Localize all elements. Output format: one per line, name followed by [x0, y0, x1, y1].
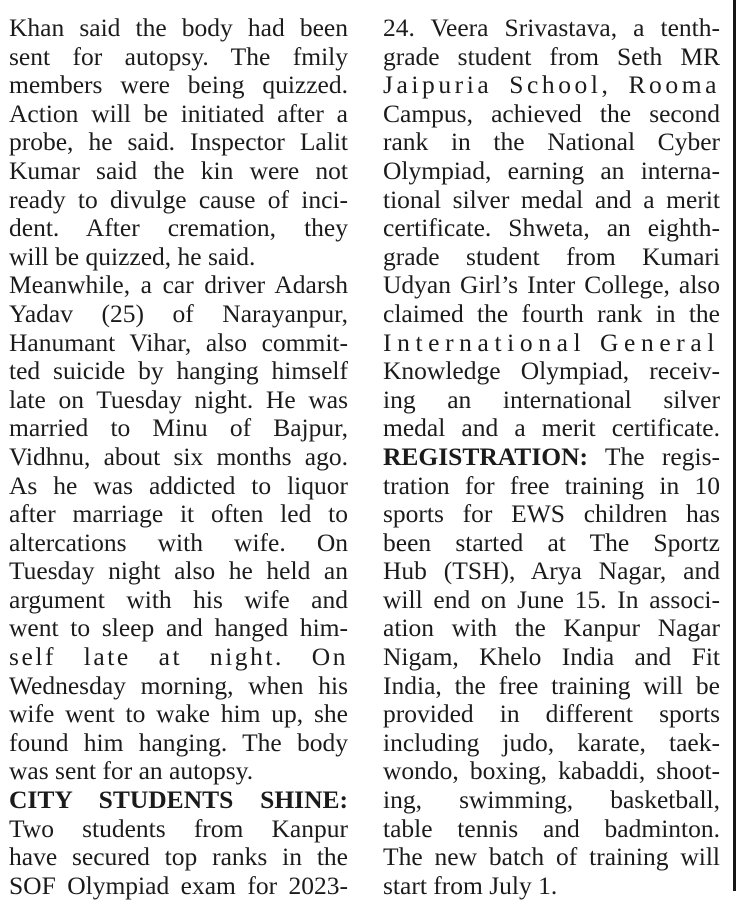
article-text-line	[9, 672, 348, 701]
text-segment: will be quizzed, he said.	[9, 242, 256, 271]
text-segment: Nigam, Khelo India and Fit	[383, 643, 720, 672]
text-segment: probe, he said. Inspector Lalit	[9, 128, 348, 157]
text-segment: certificate. Shweta, an eighth-	[383, 214, 720, 243]
article-text-line	[9, 243, 348, 272]
article-text-line	[9, 43, 348, 72]
article-text-line	[9, 271, 348, 300]
text-segment: ing, swimming, basketball,	[383, 786, 720, 815]
text-segment: dent. After cremation, they	[9, 214, 348, 243]
article-text-line	[383, 672, 720, 701]
article-text-line	[9, 529, 348, 558]
article-text-line	[383, 271, 720, 300]
run-in-heading: REGISTRATION:	[383, 442, 588, 471]
text-segment: Wednesday morning, when his	[9, 671, 348, 700]
article-text-line	[383, 329, 720, 358]
text-segment: been started at The Sportz	[383, 528, 720, 557]
text-segment: provided in different sports	[383, 700, 720, 729]
article-text-line	[383, 729, 720, 758]
article-text-line	[383, 872, 720, 901]
article-text-line	[383, 472, 720, 501]
text-segment: married to Minu of Bajpur,	[9, 414, 348, 443]
text-segment: went to sleep and hanged him-	[9, 614, 348, 643]
article-text-line	[9, 757, 348, 786]
article-text-line	[383, 529, 720, 558]
article-text-line	[9, 100, 348, 129]
text-segment: found him hanging. The body	[9, 728, 348, 757]
article-text-line	[383, 386, 720, 415]
text-segment: India, the free training will be	[383, 671, 720, 700]
article-text-line	[9, 214, 348, 243]
article-text-line	[9, 872, 348, 901]
article-text-line	[383, 100, 720, 129]
article-text-line	[383, 786, 720, 815]
article-column-left	[9, 14, 348, 900]
text-segment: wondo, boxing, kabaddi, shoot-	[383, 757, 720, 786]
article-text-line	[383, 214, 720, 243]
text-segment: will end on June 15. In associ-	[383, 585, 720, 614]
text-segment: tional silver medal and a merit	[383, 185, 720, 214]
article-text-line	[383, 500, 720, 529]
text-segment: Knowledge Olympiad, receiv-	[383, 357, 720, 386]
article-text-line	[383, 700, 720, 729]
article-text-line	[383, 815, 720, 844]
article-text-line	[383, 43, 720, 72]
article-text-line	[383, 186, 720, 215]
text-segment: ing an international silver	[383, 385, 720, 414]
text-segment: claimed the fourth rank in the	[383, 299, 720, 328]
article-text-line	[9, 700, 348, 729]
text-segment: medal and a merit certificate.	[383, 414, 720, 443]
text-segment: Hub (TSH), Arya Nagar, and	[383, 557, 720, 586]
article-text-line	[9, 443, 348, 472]
article-text-line	[9, 186, 348, 215]
text-segment: including judo, karate, taek-	[383, 728, 720, 757]
text-segment: As he was addicted to liquor	[9, 471, 348, 500]
text-segment: wife went to wake him up, she	[9, 700, 348, 729]
text-segment: start from July 1.	[383, 871, 558, 900]
text-segment: Yadav (25) of Narayanpur,	[9, 299, 348, 328]
text-segment: SOF Olympiad exam for 2023-	[9, 871, 348, 900]
article-text-line	[9, 300, 348, 329]
text-segment: was sent for an autopsy.	[9, 757, 254, 786]
article-text-line	[383, 614, 720, 643]
text-segment: argument with his wife and	[9, 585, 348, 614]
text-segment: The regis-	[587, 442, 720, 471]
text-segment: after marriage it often led to	[9, 500, 348, 529]
text-segment: Olympiad, earning an interna-	[383, 156, 720, 185]
text-segment: Vidhnu, about six months ago.	[9, 442, 348, 471]
article-text-line	[9, 71, 348, 100]
article-text-line	[383, 357, 720, 386]
text-segment: late on Tuesday night. He was	[9, 385, 348, 414]
article-text-line	[9, 14, 348, 43]
text-segment: The new batch of training will	[383, 843, 720, 872]
text-segment: members were being quizzed.	[9, 71, 348, 100]
text-segment: Hanumant Vihar, also commit-	[9, 328, 348, 357]
text-segment: Tuesday night also he held an	[9, 557, 348, 586]
text-segment: sports for EWS children has	[383, 500, 720, 529]
article-text-line	[383, 300, 720, 329]
article-text-line	[383, 414, 720, 443]
article-text-line	[383, 443, 720, 472]
article-text-line	[383, 128, 720, 157]
article-text-line	[9, 815, 348, 844]
article-text-line	[9, 500, 348, 529]
article-text-line	[383, 14, 720, 43]
article-text-line	[9, 614, 348, 643]
text-segment: Campus, achieved the second	[383, 99, 720, 128]
article-text-line	[9, 557, 348, 586]
text-segment: 24. Veera Srivastava, a tenth-	[383, 14, 720, 42]
article-text-line	[9, 643, 348, 672]
article-text-line	[383, 843, 720, 872]
text-segment: Two students from Kanpur	[9, 814, 348, 843]
text-segment: Khan said the body had been	[9, 14, 348, 42]
article-text-line	[9, 472, 348, 501]
article-text-line	[383, 557, 720, 586]
text-segment: ation with the Kanpur Nagar	[383, 614, 720, 643]
text-segment: grade student from Kumari	[383, 242, 720, 271]
text-segment: sent for autopsy. The fmily	[9, 42, 348, 71]
text-segment: Jaipuria School, Rooma	[383, 71, 720, 100]
text-segment: rank in the National Cyber	[383, 128, 720, 157]
text-segment: grade student from Seth MR	[383, 42, 720, 71]
article-text-line	[9, 329, 348, 358]
article-text-line	[9, 386, 348, 415]
article-text-line	[9, 357, 348, 386]
article-text-line	[383, 757, 720, 786]
text-segment: ted suicide by hanging himself	[9, 357, 348, 386]
article-text-line	[9, 157, 348, 186]
article-text-line	[9, 843, 348, 872]
text-segment: self late at night. On	[9, 643, 348, 672]
article-text-line	[383, 157, 720, 186]
article-text-line	[383, 586, 720, 615]
article-text-line	[9, 729, 348, 758]
text-segment: table tennis and badminton.	[383, 814, 720, 843]
text-segment: ready to divulge cause of inci-	[9, 185, 348, 214]
text-segment: tration for free training in 10	[383, 471, 720, 500]
article-text-line	[383, 643, 720, 672]
text-segment: International General	[383, 328, 720, 357]
article-text-line	[9, 786, 348, 815]
text-segment: Meanwhile, a car driver Adarsh	[9, 271, 348, 300]
article-text-line	[9, 586, 348, 615]
article-column-right	[383, 14, 720, 900]
run-in-heading: CITY STUDENTS SHINE:	[9, 786, 348, 815]
text-segment: Udyan Girl’s Inter College, also	[383, 271, 720, 300]
article-text-line	[9, 414, 348, 443]
column-divider-rule	[733, 0, 736, 891]
text-segment: altercations with wife. On	[9, 528, 348, 557]
text-segment: Kumar said the kin were not	[9, 156, 348, 185]
text-segment: Action will be initiated after a	[9, 99, 348, 128]
article-text-line	[383, 71, 720, 100]
article-text-line	[9, 128, 348, 157]
text-segment: have secured top ranks in the	[9, 843, 348, 872]
article-text-line	[383, 243, 720, 272]
